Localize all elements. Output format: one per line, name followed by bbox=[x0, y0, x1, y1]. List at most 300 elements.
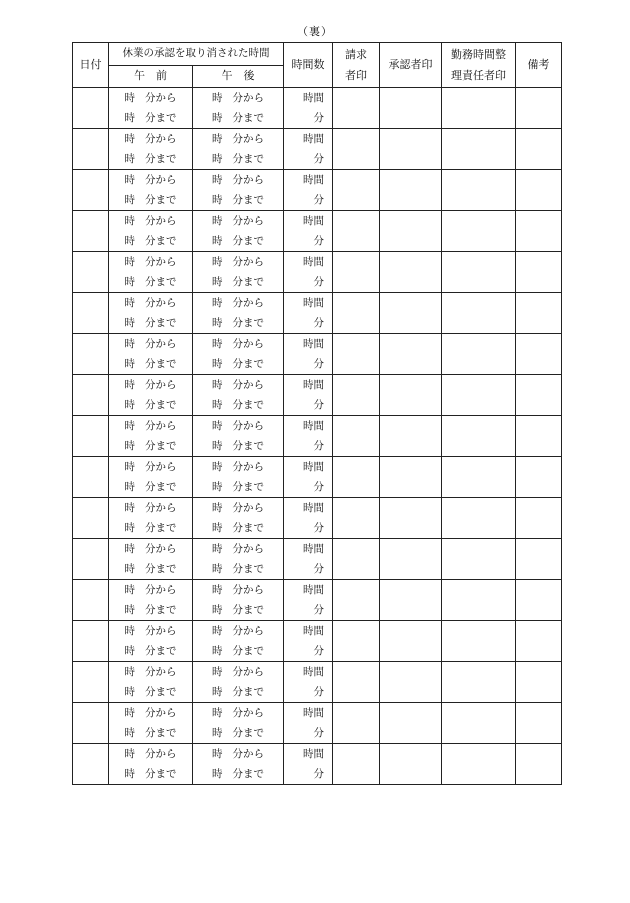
hours-cell[interactable] bbox=[284, 88, 333, 129]
am-from bbox=[109, 129, 192, 149]
hour-unit-label: 時 bbox=[212, 440, 223, 452]
hours-unit-label: 時間 bbox=[303, 338, 324, 350]
pm-from bbox=[193, 293, 283, 313]
pm-from bbox=[193, 539, 283, 559]
approver-seal-cell[interactable] bbox=[380, 211, 442, 252]
from-label: 分から bbox=[145, 420, 177, 432]
from-label: 分から bbox=[145, 707, 177, 719]
hour-unit-label: 時 bbox=[124, 440, 135, 452]
hour-unit-label: 時 bbox=[212, 174, 223, 186]
am-time-cell[interactable] bbox=[109, 498, 193, 539]
am-to bbox=[109, 108, 192, 128]
from-label: 分から bbox=[145, 625, 177, 637]
am-from bbox=[109, 498, 192, 518]
pm-to bbox=[193, 682, 283, 702]
remarks-cell[interactable] bbox=[516, 129, 562, 170]
approver-seal-cell[interactable] bbox=[380, 375, 442, 416]
hours-unit-label: 時間 bbox=[303, 420, 324, 432]
pm-time-cell[interactable] bbox=[193, 170, 284, 211]
am-to bbox=[109, 272, 192, 292]
requester-seal-cell[interactable] bbox=[333, 498, 380, 539]
am-time-cell[interactable] bbox=[109, 416, 193, 457]
hour-unit-label: 時 bbox=[124, 317, 135, 329]
minutes-unit-label: 分 bbox=[313, 235, 324, 247]
approver-seal-cell[interactable] bbox=[380, 293, 442, 334]
hours-cell[interactable] bbox=[284, 211, 333, 252]
manager-seal-cell[interactable] bbox=[442, 539, 516, 580]
pm-to bbox=[193, 477, 283, 497]
hour-unit-label: 時 bbox=[124, 338, 135, 350]
hour-unit-label: 時 bbox=[212, 133, 223, 145]
requester-seal-cell[interactable] bbox=[333, 334, 380, 375]
minutes-unit-label: 分 bbox=[313, 645, 324, 657]
am-time-cell[interactable] bbox=[109, 621, 193, 662]
am-time-cell[interactable] bbox=[109, 375, 193, 416]
am-time-cell[interactable] bbox=[109, 703, 193, 744]
table-row bbox=[73, 703, 562, 744]
am-time-cell[interactable] bbox=[109, 293, 193, 334]
header-manager-seal bbox=[442, 43, 516, 88]
pm-time-cell[interactable] bbox=[193, 293, 284, 334]
date-cell[interactable] bbox=[73, 334, 109, 375]
hour-unit-label: 時 bbox=[124, 543, 135, 555]
pm-from bbox=[193, 580, 283, 600]
hours-cell[interactable] bbox=[284, 129, 333, 170]
hour-unit-label: 時 bbox=[212, 112, 223, 124]
pm-time-cell[interactable] bbox=[193, 416, 284, 457]
header-requester-line2: 者印 bbox=[345, 69, 367, 82]
hour-unit-label: 時 bbox=[212, 502, 223, 514]
approver-seal-cell[interactable] bbox=[380, 621, 442, 662]
hour-unit-label: 時 bbox=[212, 338, 223, 350]
requester-seal-cell[interactable] bbox=[333, 539, 380, 580]
from-label: 分から bbox=[145, 92, 177, 104]
approver-seal-cell[interactable] bbox=[380, 334, 442, 375]
hour-unit-label: 時 bbox=[124, 707, 135, 719]
header-cancelled-time: 休業の承認を取り消された時間 bbox=[109, 43, 284, 66]
am-time-cell[interactable] bbox=[109, 88, 193, 129]
hours-unit-label: 時間 bbox=[303, 502, 324, 514]
requester-seal-cell[interactable] bbox=[333, 293, 380, 334]
remarks-cell[interactable] bbox=[516, 744, 562, 785]
am-time-cell[interactable] bbox=[109, 580, 193, 621]
pm-to bbox=[193, 149, 283, 169]
hours-cell[interactable] bbox=[284, 580, 333, 621]
requester-seal-cell[interactable] bbox=[333, 580, 380, 621]
to-label: 分まで bbox=[145, 235, 177, 247]
to-label: 分まで bbox=[145, 727, 177, 739]
remarks-cell[interactable] bbox=[516, 703, 562, 744]
to-label: 分まで bbox=[145, 194, 177, 206]
requester-seal-cell[interactable] bbox=[333, 457, 380, 498]
requester-seal-cell[interactable] bbox=[333, 744, 380, 785]
hour-unit-label: 時 bbox=[212, 604, 223, 616]
am-from bbox=[109, 457, 192, 477]
am-time-cell[interactable] bbox=[109, 539, 193, 580]
date-cell[interactable] bbox=[73, 621, 109, 662]
date-cell[interactable] bbox=[73, 580, 109, 621]
from-label: 分から bbox=[232, 338, 264, 350]
hour-unit-label: 時 bbox=[124, 420, 135, 432]
from-label: 分から bbox=[232, 379, 264, 391]
pm-time-cell[interactable] bbox=[193, 744, 284, 785]
manager-seal-cell[interactable] bbox=[442, 252, 516, 293]
manager-seal-cell[interactable] bbox=[442, 703, 516, 744]
approver-seal-cell[interactable] bbox=[380, 457, 442, 498]
date-cell[interactable] bbox=[73, 662, 109, 703]
hour-unit-label: 時 bbox=[124, 686, 135, 698]
hours-unit-label: 時間 bbox=[303, 174, 324, 186]
table-row bbox=[73, 498, 562, 539]
manager-seal-cell[interactable] bbox=[442, 498, 516, 539]
requester-seal-cell[interactable] bbox=[333, 416, 380, 457]
header-pm: 午 後 bbox=[193, 66, 284, 88]
to-label: 分まで bbox=[145, 481, 177, 493]
requester-seal-cell[interactable] bbox=[333, 252, 380, 293]
am-to bbox=[109, 149, 192, 169]
pm-from bbox=[193, 334, 283, 354]
hour-unit-label: 時 bbox=[124, 194, 135, 206]
am-from bbox=[109, 580, 192, 600]
minutes-unit-label: 分 bbox=[313, 727, 324, 739]
pm-time-cell[interactable] bbox=[193, 662, 284, 703]
am-time-cell[interactable] bbox=[109, 252, 193, 293]
am-time-cell[interactable] bbox=[109, 457, 193, 498]
manager-seal-cell[interactable] bbox=[442, 334, 516, 375]
pm-to bbox=[193, 600, 283, 620]
minutes-unit-label: 分 bbox=[313, 399, 324, 411]
hours-cell[interactable] bbox=[284, 703, 333, 744]
manager-seal-cell[interactable] bbox=[442, 744, 516, 785]
am-to bbox=[109, 600, 192, 620]
requester-seal-cell[interactable] bbox=[333, 129, 380, 170]
from-label: 分から bbox=[232, 707, 264, 719]
hour-unit-label: 時 bbox=[212, 92, 223, 104]
approver-seal-cell[interactable] bbox=[380, 744, 442, 785]
hour-unit-label: 時 bbox=[212, 563, 223, 575]
pm-to bbox=[193, 436, 283, 456]
pm-from bbox=[193, 498, 283, 518]
hours-cell[interactable] bbox=[284, 252, 333, 293]
from-label: 分から bbox=[232, 297, 264, 309]
minutes-unit-label: 分 bbox=[313, 276, 324, 288]
date-cell[interactable] bbox=[73, 211, 109, 252]
requester-seal-cell[interactable] bbox=[333, 621, 380, 662]
hours-unit-label: 時間 bbox=[303, 297, 324, 309]
manager-seal-cell[interactable] bbox=[442, 129, 516, 170]
hour-unit-label: 時 bbox=[124, 215, 135, 227]
to-label: 分まで bbox=[232, 481, 264, 493]
hour-unit-label: 時 bbox=[212, 194, 223, 206]
date-cell[interactable] bbox=[73, 293, 109, 334]
pm-from bbox=[193, 662, 283, 682]
to-label: 分まで bbox=[232, 276, 264, 288]
hours-unit-label: 時間 bbox=[303, 215, 324, 227]
to-label: 分まで bbox=[232, 686, 264, 698]
remarks-cell[interactable] bbox=[516, 252, 562, 293]
remarks-cell[interactable] bbox=[516, 334, 562, 375]
date-cell[interactable] bbox=[73, 170, 109, 211]
hour-unit-label: 時 bbox=[124, 625, 135, 637]
hours-cell[interactable] bbox=[284, 293, 333, 334]
pm-from bbox=[193, 170, 283, 190]
hour-unit-label: 時 bbox=[212, 420, 223, 432]
pm-to bbox=[193, 723, 283, 743]
approver-seal-cell[interactable] bbox=[380, 170, 442, 211]
from-label: 分から bbox=[145, 174, 177, 186]
to-label: 分まで bbox=[145, 768, 177, 780]
table-row bbox=[73, 457, 562, 498]
remarks-cell[interactable] bbox=[516, 662, 562, 703]
remarks-cell[interactable] bbox=[516, 375, 562, 416]
pm-to bbox=[193, 231, 283, 251]
hours-unit-label: 時間 bbox=[303, 584, 324, 596]
table-row bbox=[73, 580, 562, 621]
to-label: 分まで bbox=[145, 563, 177, 575]
date-cell[interactable] bbox=[73, 539, 109, 580]
hour-unit-label: 時 bbox=[124, 235, 135, 247]
hour-unit-label: 時 bbox=[124, 112, 135, 124]
pm-time-cell[interactable] bbox=[193, 498, 284, 539]
manager-seal-cell[interactable] bbox=[442, 375, 516, 416]
header-hours: 時間数 bbox=[284, 43, 333, 88]
manager-seal-cell[interactable] bbox=[442, 580, 516, 621]
to-label: 分まで bbox=[232, 563, 264, 575]
manager-seal-cell[interactable] bbox=[442, 170, 516, 211]
am-to bbox=[109, 559, 192, 579]
approver-seal-cell[interactable] bbox=[380, 539, 442, 580]
pm-time-cell[interactable] bbox=[193, 375, 284, 416]
am-from bbox=[109, 744, 192, 764]
from-label: 分から bbox=[145, 379, 177, 391]
hour-unit-label: 時 bbox=[124, 92, 135, 104]
manager-seal-cell[interactable] bbox=[442, 457, 516, 498]
hours-unit-label: 時間 bbox=[303, 543, 324, 555]
am-to bbox=[109, 313, 192, 333]
pm-to bbox=[193, 108, 283, 128]
table-row bbox=[73, 539, 562, 580]
approver-seal-cell[interactable] bbox=[380, 662, 442, 703]
remarks-cell[interactable] bbox=[516, 416, 562, 457]
pm-time-cell[interactable] bbox=[193, 457, 284, 498]
am-from bbox=[109, 170, 192, 190]
requester-seal-cell[interactable] bbox=[333, 662, 380, 703]
to-label: 分まで bbox=[232, 317, 264, 329]
pm-time-cell[interactable] bbox=[193, 334, 284, 375]
am-to bbox=[109, 518, 192, 538]
am-from bbox=[109, 293, 192, 313]
from-label: 分から bbox=[145, 338, 177, 350]
hour-unit-label: 時 bbox=[212, 768, 223, 780]
to-label: 分まで bbox=[232, 153, 264, 165]
hours-cell[interactable] bbox=[284, 498, 333, 539]
am-time-cell[interactable] bbox=[109, 334, 193, 375]
hour-unit-label: 時 bbox=[124, 666, 135, 678]
header-manager-line1: 勤務時間整 bbox=[451, 48, 506, 61]
am-time-cell[interactable] bbox=[109, 744, 193, 785]
hour-unit-label: 時 bbox=[124, 727, 135, 739]
am-to bbox=[109, 190, 192, 210]
hours-cell[interactable] bbox=[284, 744, 333, 785]
pm-from bbox=[193, 211, 283, 231]
pm-time-cell[interactable] bbox=[193, 252, 284, 293]
hours-unit-label: 時間 bbox=[303, 666, 324, 678]
to-label: 分まで bbox=[145, 399, 177, 411]
hours-cell[interactable] bbox=[284, 662, 333, 703]
hour-unit-label: 時 bbox=[124, 645, 135, 657]
pm-from bbox=[193, 621, 283, 641]
to-label: 分まで bbox=[145, 153, 177, 165]
am-time-cell[interactable] bbox=[109, 129, 193, 170]
approver-seal-cell[interactable] bbox=[380, 498, 442, 539]
remarks-cell[interactable] bbox=[516, 457, 562, 498]
to-label: 分まで bbox=[145, 358, 177, 370]
manager-seal-cell[interactable] bbox=[442, 211, 516, 252]
hours-cell[interactable] bbox=[284, 457, 333, 498]
remarks-cell[interactable] bbox=[516, 539, 562, 580]
am-to bbox=[109, 641, 192, 661]
manager-seal-cell[interactable] bbox=[442, 662, 516, 703]
header-manager-line2: 理責任者印 bbox=[451, 69, 506, 82]
pm-time-cell[interactable] bbox=[193, 703, 284, 744]
am-to bbox=[109, 354, 192, 374]
am-from bbox=[109, 662, 192, 682]
approver-seal-cell[interactable] bbox=[380, 129, 442, 170]
pm-time-cell[interactable] bbox=[193, 88, 284, 129]
manager-seal-cell[interactable] bbox=[442, 293, 516, 334]
am-time-cell[interactable] bbox=[109, 662, 193, 703]
am-to bbox=[109, 764, 192, 784]
from-label: 分から bbox=[145, 543, 177, 555]
hours-cell[interactable] bbox=[284, 539, 333, 580]
requester-seal-cell[interactable] bbox=[333, 211, 380, 252]
date-cell[interactable] bbox=[73, 88, 109, 129]
hour-unit-label: 時 bbox=[124, 297, 135, 309]
am-time-cell[interactable] bbox=[109, 170, 193, 211]
hour-unit-label: 時 bbox=[124, 461, 135, 473]
am-from bbox=[109, 88, 192, 108]
table-row bbox=[73, 416, 562, 457]
approver-seal-cell[interactable] bbox=[380, 703, 442, 744]
to-label: 分まで bbox=[145, 317, 177, 329]
am-from bbox=[109, 375, 192, 395]
hour-unit-label: 時 bbox=[124, 604, 135, 616]
requester-seal-cell[interactable] bbox=[333, 375, 380, 416]
pm-from bbox=[193, 703, 283, 723]
hours-cell[interactable] bbox=[284, 375, 333, 416]
minutes-unit-label: 分 bbox=[313, 768, 324, 780]
requester-seal-cell[interactable] bbox=[333, 703, 380, 744]
pm-to bbox=[193, 764, 283, 784]
remarks-cell[interactable] bbox=[516, 580, 562, 621]
hour-unit-label: 時 bbox=[212, 215, 223, 227]
table-row bbox=[73, 88, 562, 129]
date-cell[interactable] bbox=[73, 457, 109, 498]
pm-time-cell[interactable] bbox=[193, 129, 284, 170]
date-cell[interactable] bbox=[73, 744, 109, 785]
approver-seal-cell[interactable] bbox=[380, 580, 442, 621]
pm-to bbox=[193, 272, 283, 292]
remarks-cell[interactable] bbox=[516, 211, 562, 252]
hours-unit-label: 時間 bbox=[303, 748, 324, 760]
date-cell[interactable] bbox=[73, 375, 109, 416]
hours-cell[interactable] bbox=[284, 621, 333, 662]
hour-unit-label: 時 bbox=[124, 502, 135, 514]
to-label: 分まで bbox=[232, 645, 264, 657]
from-label: 分から bbox=[232, 420, 264, 432]
manager-seal-cell[interactable] bbox=[442, 88, 516, 129]
pm-time-cell[interactable] bbox=[193, 539, 284, 580]
remarks-cell[interactable] bbox=[516, 293, 562, 334]
from-label: 分から bbox=[145, 502, 177, 514]
hour-unit-label: 時 bbox=[124, 153, 135, 165]
from-label: 分から bbox=[145, 584, 177, 596]
approver-seal-cell[interactable] bbox=[380, 416, 442, 457]
to-label: 分まで bbox=[232, 235, 264, 247]
to-label: 分まで bbox=[145, 522, 177, 534]
pm-time-cell[interactable] bbox=[193, 580, 284, 621]
to-label: 分まで bbox=[232, 399, 264, 411]
table-row bbox=[73, 252, 562, 293]
hour-unit-label: 時 bbox=[124, 358, 135, 370]
table-row bbox=[73, 621, 562, 662]
hours-cell[interactable] bbox=[284, 170, 333, 211]
remarks-cell[interactable] bbox=[516, 498, 562, 539]
pm-from bbox=[193, 744, 283, 764]
pm-time-cell[interactable] bbox=[193, 621, 284, 662]
date-cell[interactable] bbox=[73, 129, 109, 170]
am-time-cell[interactable] bbox=[109, 211, 193, 252]
hour-unit-label: 時 bbox=[124, 563, 135, 575]
table-body bbox=[73, 88, 562, 785]
date-cell[interactable] bbox=[73, 416, 109, 457]
manager-seal-cell[interactable] bbox=[442, 621, 516, 662]
hours-unit-label: 時間 bbox=[303, 461, 324, 473]
remarks-cell[interactable] bbox=[516, 621, 562, 662]
hour-unit-label: 時 bbox=[124, 379, 135, 391]
pm-time-cell[interactable] bbox=[193, 211, 284, 252]
remarks-cell[interactable] bbox=[516, 88, 562, 129]
remarks-cell[interactable] bbox=[516, 170, 562, 211]
am-from bbox=[109, 416, 192, 436]
header-am: 午 前 bbox=[109, 66, 193, 88]
requester-seal-cell[interactable] bbox=[333, 88, 380, 129]
to-label: 分まで bbox=[232, 358, 264, 370]
hours-unit-label: 時間 bbox=[303, 92, 324, 104]
hour-unit-label: 時 bbox=[124, 768, 135, 780]
hour-unit-label: 時 bbox=[212, 686, 223, 698]
manager-seal-cell[interactable] bbox=[442, 416, 516, 457]
requester-seal-cell[interactable] bbox=[333, 170, 380, 211]
to-label: 分まで bbox=[232, 727, 264, 739]
minutes-unit-label: 分 bbox=[313, 563, 324, 575]
table-row bbox=[73, 375, 562, 416]
date-cell[interactable] bbox=[73, 498, 109, 539]
to-label: 分まで bbox=[145, 112, 177, 124]
date-cell[interactable] bbox=[73, 252, 109, 293]
hour-unit-label: 時 bbox=[212, 317, 223, 329]
hour-unit-label: 時 bbox=[212, 543, 223, 555]
minutes-unit-label: 分 bbox=[313, 112, 324, 124]
date-cell[interactable] bbox=[73, 703, 109, 744]
table-row bbox=[73, 293, 562, 334]
hours-cell[interactable] bbox=[284, 416, 333, 457]
approver-seal-cell[interactable] bbox=[380, 88, 442, 129]
hours-cell[interactable] bbox=[284, 334, 333, 375]
pm-to bbox=[193, 354, 283, 374]
hour-unit-label: 時 bbox=[124, 256, 135, 268]
approver-seal-cell[interactable] bbox=[380, 252, 442, 293]
